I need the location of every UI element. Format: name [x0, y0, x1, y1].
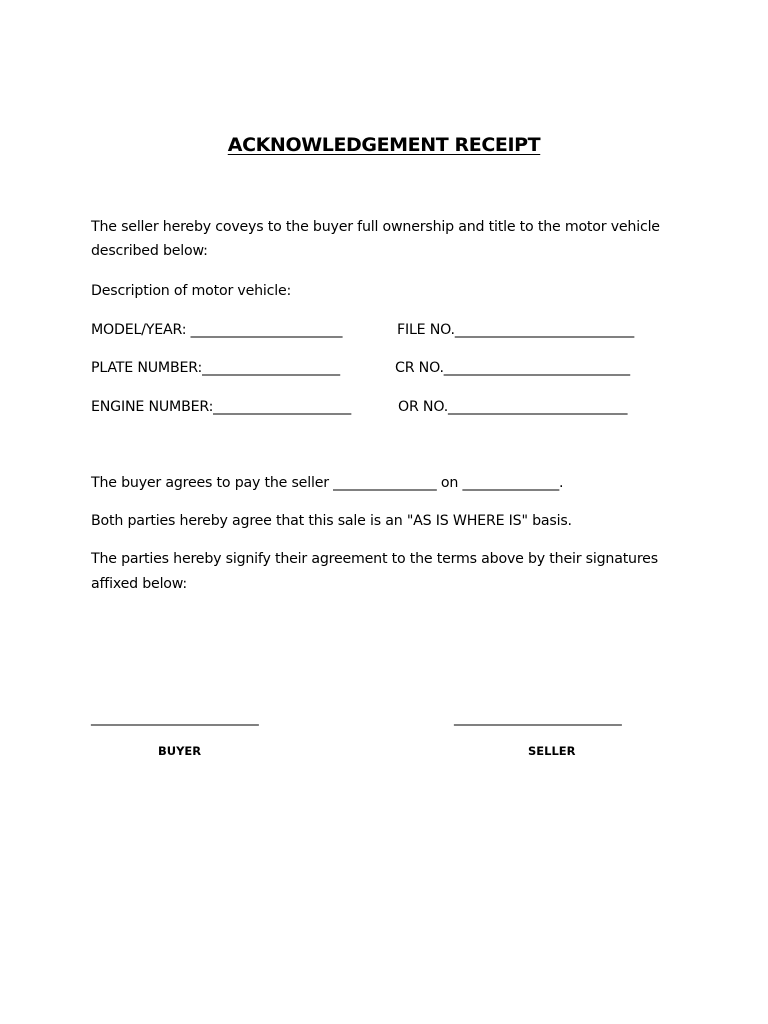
cr-no-field: CR NO.___________________________ — [395, 360, 630, 376]
intro-line-1: The seller hereby coveys to the buyer full ownership and title to the motor vehicle — [91, 219, 660, 235]
signify-line-1: The parties hereby signify their agreement to the terms above by their signatures — [91, 551, 658, 567]
file-no-field: FILE NO.__________________________ — [397, 322, 635, 338]
intro-line-2: described below: — [91, 243, 208, 259]
or-no-field: OR NO.__________________________ — [398, 399, 628, 415]
plate-number-field: PLATE NUMBER:____________________ — [91, 360, 340, 376]
buyer-signature-line: _________________________ — [91, 710, 259, 726]
engine-number-field: ENGINE NUMBER:____________________ — [91, 399, 352, 415]
buyer-label: BUYER — [158, 744, 202, 758]
as-is-line: Both parties hereby agree that this sale is an "AS IS WHERE IS" basis. — [91, 513, 572, 529]
signify-line-2: affixed below: — [91, 576, 187, 592]
payment-line: The buyer agrees to pay the seller _______________ on ______________. — [91, 475, 564, 491]
seller-signature-line: _________________________ — [454, 710, 622, 726]
document-title: ACKNOWLEDGEMENT RECEIPT — [227, 134, 541, 156]
description-heading: Description of motor vehicle: — [91, 283, 292, 299]
seller-label: SELLER — [528, 744, 576, 758]
model-year-field: MODEL/YEAR: ______________________ — [91, 322, 343, 338]
